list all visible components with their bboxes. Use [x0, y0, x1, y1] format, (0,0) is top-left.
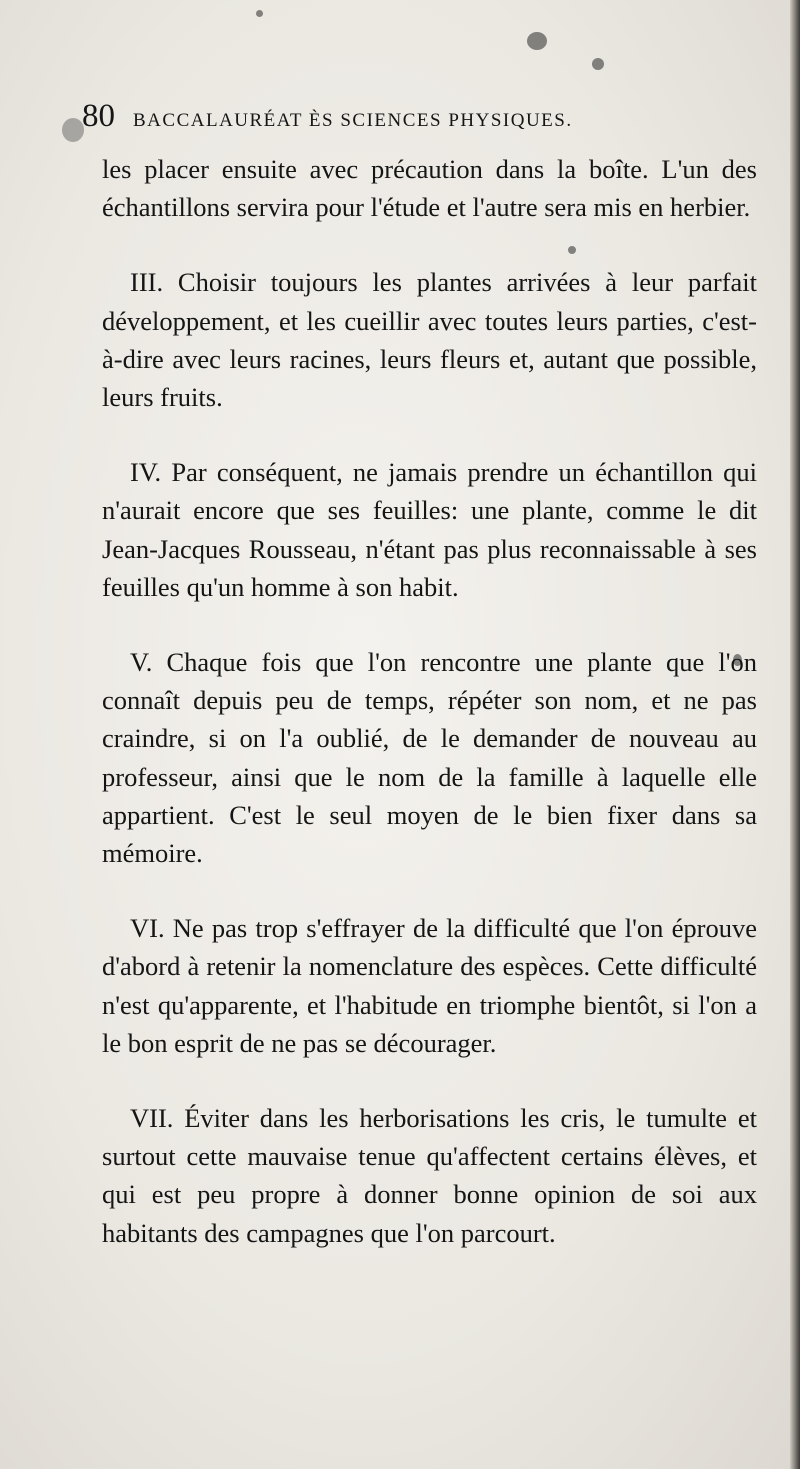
- paragraph-rule-4: IV. Par conséquent, ne jamais prendre un échantillon qui n'aurait encore que ses feuilles: une plante, comme le dit Jean-Jacques Rousseau, n'étant pas plus reconnaissable à ses feuilles qu'un homme à son habit.: [102, 457, 757, 602]
- paragraph-rule-3: III. Choisir toujours les plantes arrivées à leur parfait développement, et les cueillir avec toutes leurs parties, c'est-à-dire avec leurs racines, leurs fleurs et, autant que possible, leurs fruits.: [102, 267, 757, 413]
- ink-speck: [62, 118, 84, 142]
- running-title: BACCALAURÉAT ÈS SCIENCES PHYSIQUES.: [133, 110, 573, 131]
- paragraph-rule-5: V. Chaque fois que l'on rencontre une plante que l'on connaît depuis peu de temps, répéter son nom, et ne pas craindre, si on l'a oublié, de le demander de nouveau au professeur, ainsi que le nom de la famille à laquelle elle appartient. C'est le seul moyen de le bien fixer dans sa mémoire.: [102, 647, 757, 869]
- paragraph-rule-6: VI. Ne pas trop s'effrayer de la difficulté que l'on éprouve d'abord à retenir la nomenclature des espèces. Cette difficulté n'est qu'apparente, et l'habitude en triomphe bientôt, si l'on a le bon esprit de ne pas se décourager.: [102, 913, 757, 1058]
- body-text: [102, 150, 757, 1252]
- paragraph-continuation: les placer ensuite avec précaution dans la boîte. L'un des échantillons servira pour l'étude et l'autre sera mis en herbier.: [102, 154, 757, 223]
- page-number: 80: [82, 98, 115, 134]
- running-header: [82, 98, 682, 138]
- ink-speck: [256, 10, 263, 17]
- paragraph-rule-7: VII. Éviter dans les herborisations les cris, le tumulte et surtout cette mauvaise tenue qu'affectent certains élèves, et qui est peu propre à donner bonne opinion de soi aux habitants des campagnes que l'on parcourt.: [102, 1103, 757, 1248]
- page-edge-shadow: [790, 0, 800, 1469]
- ink-speck: [527, 32, 547, 50]
- ink-speck: [592, 58, 604, 70]
